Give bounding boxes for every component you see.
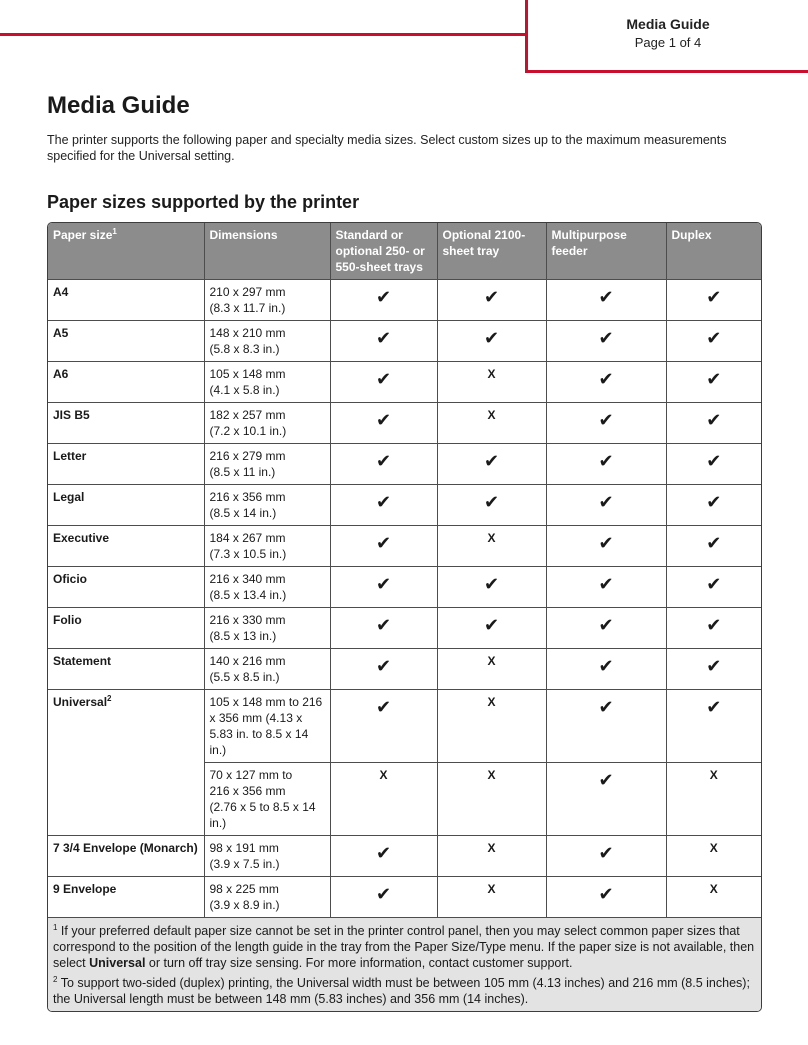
table-row <box>48 485 761 526</box>
column-header <box>666 223 761 280</box>
column-header-label: Standard or optional 250- or 550-sheet trays <box>335 228 425 274</box>
dimensions-cell <box>204 444 330 485</box>
paper-size-name: A5 <box>53 326 69 340</box>
support-cell <box>546 763 666 836</box>
paper-size-cell <box>48 690 204 836</box>
dimension-line: (7.3 x 10.5 in.) <box>209 547 287 561</box>
checkmark-icon: ✔ <box>598 574 614 594</box>
dimension-line: (8.5 x 14 in.) <box>209 506 277 520</box>
support-cell <box>546 836 666 877</box>
support-cell <box>546 649 666 690</box>
support-cell <box>666 403 761 444</box>
column-header <box>546 223 666 280</box>
checkmark-icon: ✔ <box>375 369 392 389</box>
checkmark-icon: ✔ <box>706 369 722 389</box>
support-cell <box>666 877 761 918</box>
support-cell <box>666 608 761 649</box>
support-cell <box>437 567 546 608</box>
dimension-line: (7.2 x 10.1 in.) <box>209 424 287 438</box>
dimensions-cell <box>204 608 330 649</box>
column-header-label: Paper size <box>53 228 113 242</box>
checkmark-icon: ✔ <box>375 884 392 904</box>
paper-size-cell <box>48 836 204 877</box>
not-supported-mark: X <box>709 768 718 782</box>
paper-size-cell <box>48 608 204 649</box>
support-cell <box>330 567 437 608</box>
dimension-line: (8.5 x 13 in.) <box>209 629 277 643</box>
checkmark-icon: ✔ <box>598 615 614 635</box>
support-cell <box>330 444 437 485</box>
checkmark-icon: ✔ <box>375 656 392 676</box>
support-cell <box>330 280 437 321</box>
header-rule-left <box>0 33 528 36</box>
checkmark-icon: ✔ <box>483 328 500 348</box>
support-cell <box>330 836 437 877</box>
column-header-label: Multipurpose feeder <box>551 228 627 258</box>
support-cell <box>437 690 546 763</box>
dimension-line: 210 x 297 mm <box>209 285 286 299</box>
table-row <box>48 608 761 649</box>
checkmark-icon: ✔ <box>598 287 614 307</box>
support-cell <box>666 690 761 763</box>
column-header <box>204 223 330 280</box>
support-cell <box>330 763 437 836</box>
dimension-line: 216 x 356 mm <box>209 490 286 504</box>
dimension-line: (8.5 x 11 in.) <box>209 465 276 479</box>
checkmark-icon: ✔ <box>598 770 614 790</box>
not-supported-mark: X <box>487 531 496 545</box>
checkmark-icon: ✔ <box>375 410 392 430</box>
checkmark-icon: ✔ <box>375 451 392 471</box>
checkmark-icon: ✔ <box>706 697 722 717</box>
table-header <box>48 223 761 280</box>
dimension-line: 148 x 210 mm <box>209 326 286 340</box>
checkmark-icon: ✔ <box>706 451 722 471</box>
support-cell <box>437 763 546 836</box>
paper-size-name: A4 <box>53 285 69 299</box>
column-header-label: Duplex <box>671 228 712 242</box>
support-cell <box>437 649 546 690</box>
footnote-2-marker: 2 <box>53 974 58 984</box>
support-cell <box>546 567 666 608</box>
support-cell <box>666 567 761 608</box>
column-header-label: Dimensions <box>209 228 278 242</box>
dimension-line: 216 x 330 mm <box>209 613 286 627</box>
checkmark-icon: ✔ <box>483 287 500 307</box>
checkmark-icon: ✔ <box>598 410 614 430</box>
dimension-line: 105 x 148 mm to 216 <box>209 695 323 709</box>
footnote-ref: 1 <box>112 227 117 236</box>
paper-size-name: Executive <box>53 531 110 545</box>
checkmark-icon: ✔ <box>483 615 500 635</box>
header-page-number: Page 1 of 4 <box>634 35 702 50</box>
support-cell <box>666 649 761 690</box>
dimension-line: 216 x 356 mm <box>209 784 286 798</box>
checkmark-icon: ✔ <box>598 492 614 512</box>
checkmark-icon: ✔ <box>375 533 392 553</box>
dimension-line: (2.76 x 5 to 8.5 x 14 in.) <box>209 800 316 830</box>
table-row <box>48 690 761 763</box>
support-cell <box>437 403 546 444</box>
support-cell <box>330 321 437 362</box>
dimension-line: 98 x 225 mm <box>209 882 279 896</box>
support-cell <box>330 403 437 444</box>
paper-size-name: Letter <box>53 449 87 463</box>
table-body <box>48 280 761 1012</box>
support-cell <box>546 608 666 649</box>
dimension-line: (8.5 x 13.4 in.) <box>209 588 287 602</box>
support-cell <box>666 321 761 362</box>
support-cell <box>666 836 761 877</box>
dimension-line: (3.9 x 7.5 in.) <box>209 857 280 871</box>
dimension-line: x 356 mm (4.13 x <box>209 711 303 725</box>
dimension-line: 98 x 191 mm <box>209 841 279 855</box>
table-row <box>48 403 761 444</box>
not-supported-mark: X <box>487 841 496 855</box>
support-cell <box>330 690 437 763</box>
checkmark-icon: ✔ <box>375 843 392 863</box>
paper-size-name: Legal <box>53 490 85 504</box>
paper-size-cell <box>48 649 204 690</box>
not-supported-mark: X <box>487 654 496 668</box>
paper-size-cell <box>48 877 204 918</box>
dimensions-cell <box>204 403 330 444</box>
dimension-line: (8.3 x 11.7 in.) <box>209 301 286 315</box>
support-cell <box>546 321 666 362</box>
paper-size-cell <box>48 526 204 567</box>
footnote-1-text-b: or turn off tray size sensing. For more information, contact customer support. <box>145 956 573 970</box>
page-header <box>528 0 808 70</box>
support-cell <box>330 362 437 403</box>
footnotes <box>48 918 761 1012</box>
support-cell <box>437 836 546 877</box>
not-supported-mark: X <box>487 882 496 896</box>
support-cell <box>546 403 666 444</box>
checkmark-icon: ✔ <box>375 287 392 307</box>
support-cell <box>546 362 666 403</box>
checkmark-icon: ✔ <box>598 843 614 863</box>
checkmark-icon: ✔ <box>483 492 500 512</box>
not-supported-mark: X <box>487 367 496 381</box>
dimension-line: 216 x 279 mm <box>209 449 286 463</box>
table-row <box>48 321 761 362</box>
dimension-line: 140 x 216 mm <box>209 654 286 668</box>
checkmark-icon: ✔ <box>483 574 500 594</box>
paper-size-name: A6 <box>53 367 69 381</box>
header-row <box>48 223 761 280</box>
support-cell <box>666 280 761 321</box>
dimensions-cell <box>204 649 330 690</box>
checkmark-icon: ✔ <box>706 410 722 430</box>
footnote-1 <box>53 923 756 971</box>
support-cell <box>437 321 546 362</box>
checkmark-icon: ✔ <box>598 884 614 904</box>
paper-size-cell <box>48 280 204 321</box>
paper-size-name: Oficio <box>53 572 88 586</box>
checkmark-icon: ✔ <box>706 656 722 676</box>
paper-size-name: 9 Envelope <box>53 882 117 896</box>
support-cell <box>330 526 437 567</box>
support-cell <box>330 485 437 526</box>
dimensions-cell <box>204 836 330 877</box>
table-row <box>48 280 761 321</box>
support-cell <box>546 444 666 485</box>
paper-size-cell <box>48 567 204 608</box>
support-cell <box>437 877 546 918</box>
dimension-line: 216 x 340 mm <box>209 572 286 586</box>
paper-size-cell <box>48 485 204 526</box>
checkmark-icon: ✔ <box>598 328 614 348</box>
dimension-line: (5.8 x 8.3 in.) <box>209 342 280 356</box>
checkmark-icon: ✔ <box>375 615 392 635</box>
support-cell <box>666 362 761 403</box>
dimensions-cell <box>204 485 330 526</box>
footnote-1-text-a: If your preferred default paper size cannot be set in the printer control panel, then you may select common paper sizes that correspond to the position of the length guide in the tray from the Paper Size/Type menu. If the paper size is not available, then select <box>53 924 755 970</box>
table-row <box>48 836 761 877</box>
dimension-line: (3.9 x 8.9 in.) <box>209 898 280 912</box>
checkmark-icon: ✔ <box>598 451 614 471</box>
dimension-line: 184 x 267 mm <box>209 531 286 545</box>
paper-size-name: JIS B5 <box>53 408 90 422</box>
section-title: Paper sizes supported by the printer <box>47 192 360 212</box>
not-supported-mark: X <box>709 882 718 896</box>
header-rule-bottom <box>525 70 808 73</box>
dimension-line: 182 x 257 mm <box>209 408 286 422</box>
support-cell <box>330 877 437 918</box>
support-cell <box>437 485 546 526</box>
checkmark-icon: ✔ <box>598 656 614 676</box>
support-cell <box>546 485 666 526</box>
table-row <box>48 877 761 918</box>
table-row <box>48 567 761 608</box>
paper-size-name: Statement <box>53 654 112 668</box>
table-row <box>48 362 761 403</box>
support-cell <box>546 690 666 763</box>
support-cell <box>437 280 546 321</box>
intro-paragraph: The printer supports the following paper and specialty media sizes. Select custom sizes up to the maximum measurements specified for the Universal setting. <box>47 133 727 163</box>
support-cell <box>546 526 666 567</box>
support-cell <box>437 608 546 649</box>
dimensions-cell <box>204 280 330 321</box>
checkmark-icon: ✔ <box>706 287 722 307</box>
column-header <box>330 223 437 280</box>
dimension-line: 70 x 127 mm to <box>209 768 293 782</box>
footnote-1-marker: 1 <box>53 922 58 932</box>
checkmark-icon: ✔ <box>706 328 722 348</box>
paper-size-name: 7 3/4 Envelope (Monarch) <box>53 841 198 855</box>
header-title: Media Guide <box>626 16 710 32</box>
paper-sizes-table <box>47 222 762 1012</box>
dimensions-cell <box>204 526 330 567</box>
not-supported-mark: X <box>487 408 496 422</box>
support-cell <box>666 526 761 567</box>
footnote-1-bold: Universal <box>89 956 146 970</box>
checkmark-icon: ✔ <box>375 574 392 594</box>
checkmark-icon: ✔ <box>706 574 722 594</box>
footnote-ref: 2 <box>107 694 112 703</box>
support-cell <box>437 444 546 485</box>
not-supported-mark: X <box>487 695 496 709</box>
dimension-line: 105 x 148 mm <box>209 367 286 381</box>
not-supported-mark: X <box>709 841 718 855</box>
dimension-line: (5.5 x 8.5 in.) <box>209 670 280 684</box>
dimensions-cell <box>204 690 330 763</box>
dimensions-cell <box>204 362 330 403</box>
support-cell <box>437 362 546 403</box>
checkmark-icon: ✔ <box>706 492 722 512</box>
footnote-2-text: To support two-sided (duplex) printing, the Universal width must be between 105 mm (4.13 inches) and 216 mm (8.5 inches); the Universal length must be between 148 mm (5.83 inches) and 356 mm (14 inches). <box>53 976 750 1006</box>
support-cell <box>546 877 666 918</box>
support-cell <box>437 526 546 567</box>
support-cell <box>666 485 761 526</box>
paper-size-name: Folio <box>53 613 82 627</box>
checkmark-icon: ✔ <box>598 533 614 553</box>
not-supported-mark: X <box>379 768 388 782</box>
table-row <box>48 444 761 485</box>
checkmark-icon: ✔ <box>706 533 722 553</box>
support-cell <box>546 280 666 321</box>
dimension-line: 5.83 in. to 8.5 x 14 in.) <box>209 727 309 757</box>
checkmark-icon: ✔ <box>483 451 500 471</box>
checkmark-icon: ✔ <box>375 697 392 717</box>
dimension-line: (4.1 x 5.8 in.) <box>209 383 280 397</box>
paper-size-cell <box>48 362 204 403</box>
support-cell <box>330 608 437 649</box>
checkmark-icon: ✔ <box>598 697 614 717</box>
footnote-2 <box>53 975 756 1007</box>
table-row <box>48 526 761 567</box>
table-row <box>48 649 761 690</box>
support-cell <box>666 444 761 485</box>
checkmark-icon: ✔ <box>598 369 614 389</box>
support-cell <box>666 763 761 836</box>
dimensions-cell <box>204 321 330 362</box>
column-header <box>437 223 546 280</box>
checkmark-icon: ✔ <box>375 492 392 512</box>
dimensions-cell <box>204 567 330 608</box>
dimensions-cell <box>204 763 330 836</box>
paper-size-name: Universal <box>53 695 108 709</box>
paper-size-cell <box>48 321 204 362</box>
not-supported-mark: X <box>487 768 496 782</box>
column-header <box>48 223 204 280</box>
checkmark-icon: ✔ <box>706 615 722 635</box>
paper-size-cell <box>48 403 204 444</box>
column-header-label: Optional 2100-sheet tray <box>442 228 526 258</box>
checkmark-icon: ✔ <box>375 328 392 348</box>
dimensions-cell <box>204 877 330 918</box>
paper-size-cell <box>48 444 204 485</box>
footnotes-row <box>48 918 761 1012</box>
page-title: Media Guide <box>47 92 190 119</box>
support-cell <box>330 649 437 690</box>
